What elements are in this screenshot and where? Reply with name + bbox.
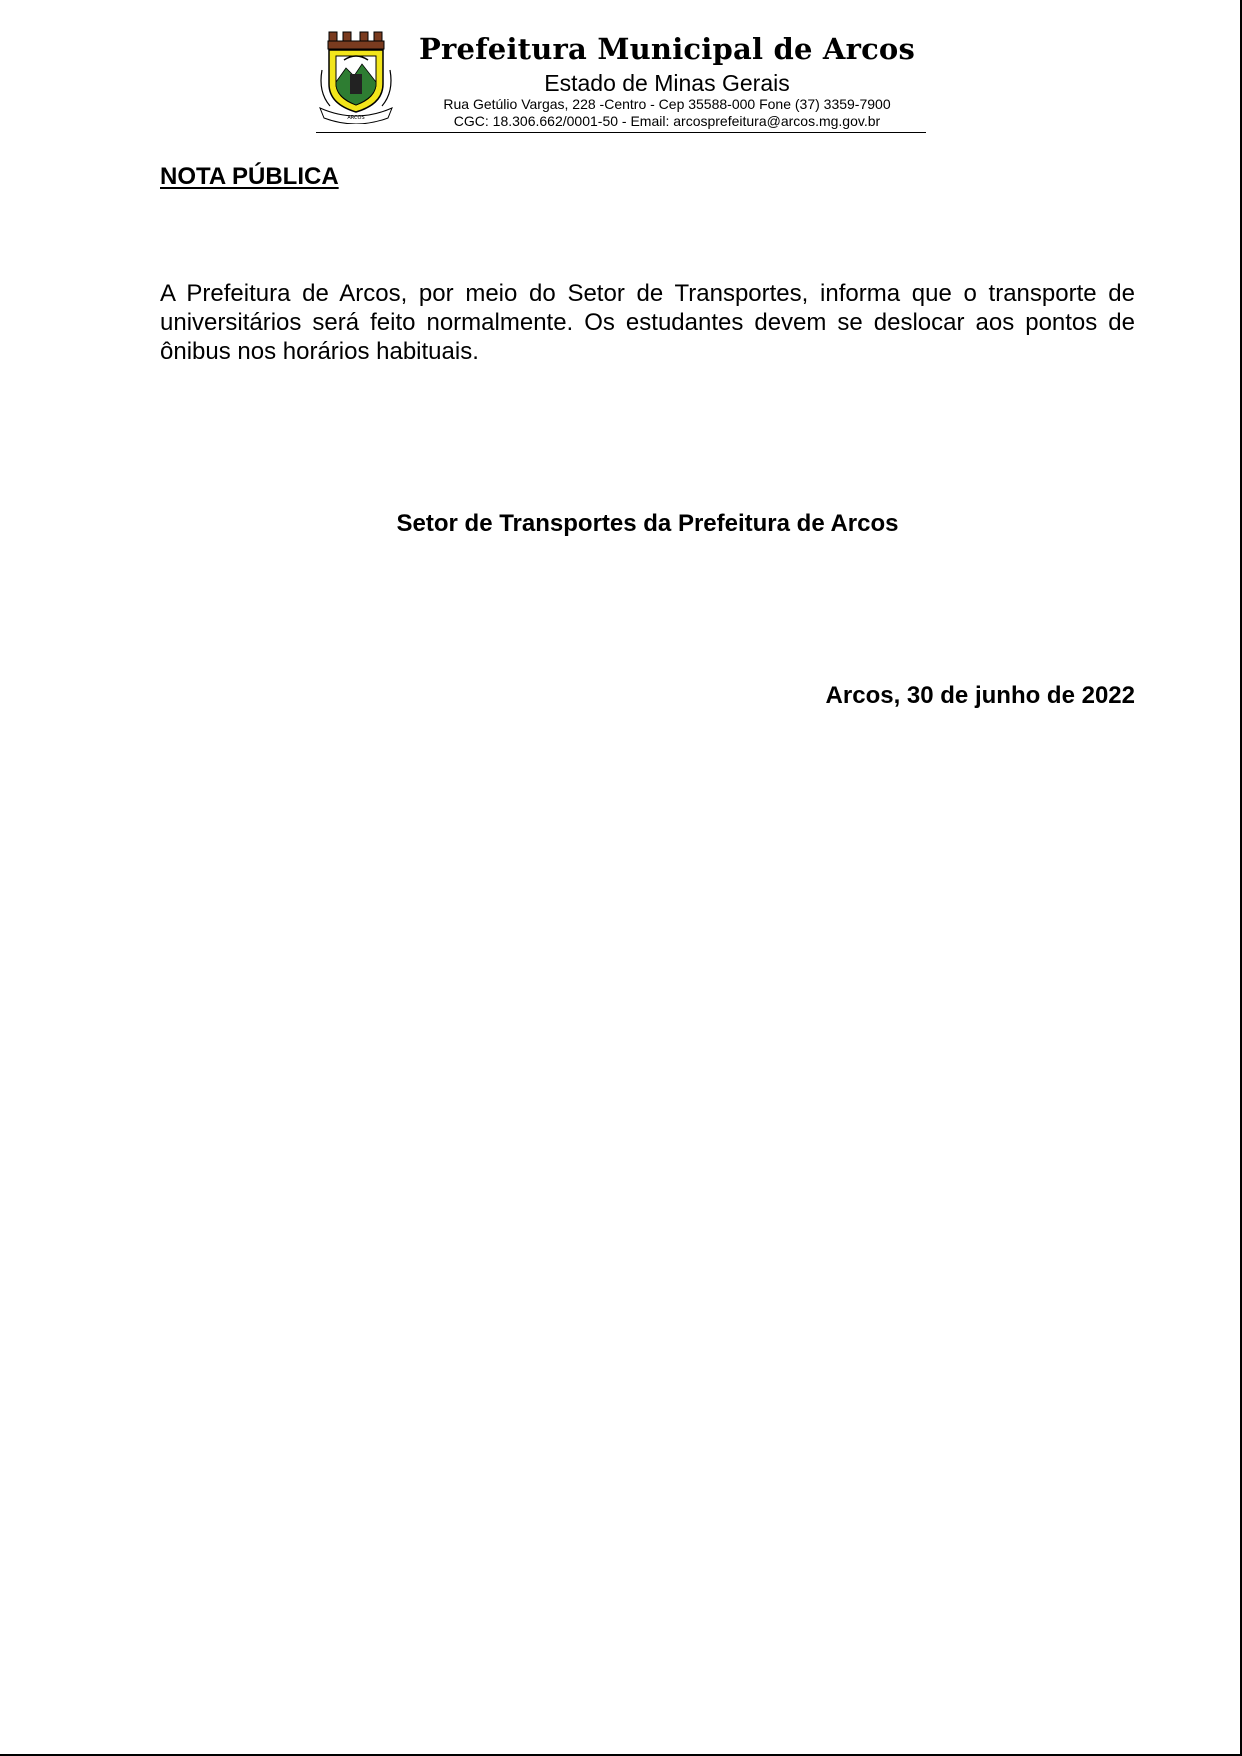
state-name: Estado de Minas Gerais — [544, 70, 790, 96]
notice-paragraph: A Prefeitura de Arcos, por meio do Setor de Transportes, informa que o transporte de universitários será feito normalmente. Os estudantes devem se deslocar aos pontos de ônibus nos horários habituais. — [160, 280, 1135, 365]
signature-line: Setor de Transportes da Prefeitura de Arcos — [396, 510, 899, 537]
letterhead-divider — [316, 132, 926, 133]
letterhead-text — [408, 28, 926, 130]
municipality-title: Prefeitura Municipal de Arcos — [419, 32, 915, 66]
date-line: Arcos, 30 de junho de 2022 — [825, 682, 1135, 709]
document-heading: NOTA PÚBLICA — [160, 163, 339, 190]
letterhead — [316, 28, 926, 132]
address-line: Rua Getúlio Vargas, 228 -Centro - Cep 35588-000 Fone (37) 3359-7900 — [443, 96, 891, 112]
coat-of-arms-logo — [316, 30, 396, 124]
cgc-email-line: CGC: 18.306.662/0001-50 - Email: arcosprefeitura@arcos.mg.gov.br — [453, 113, 881, 129]
svg-text:ARCOS: ARCOS — [347, 115, 365, 121]
